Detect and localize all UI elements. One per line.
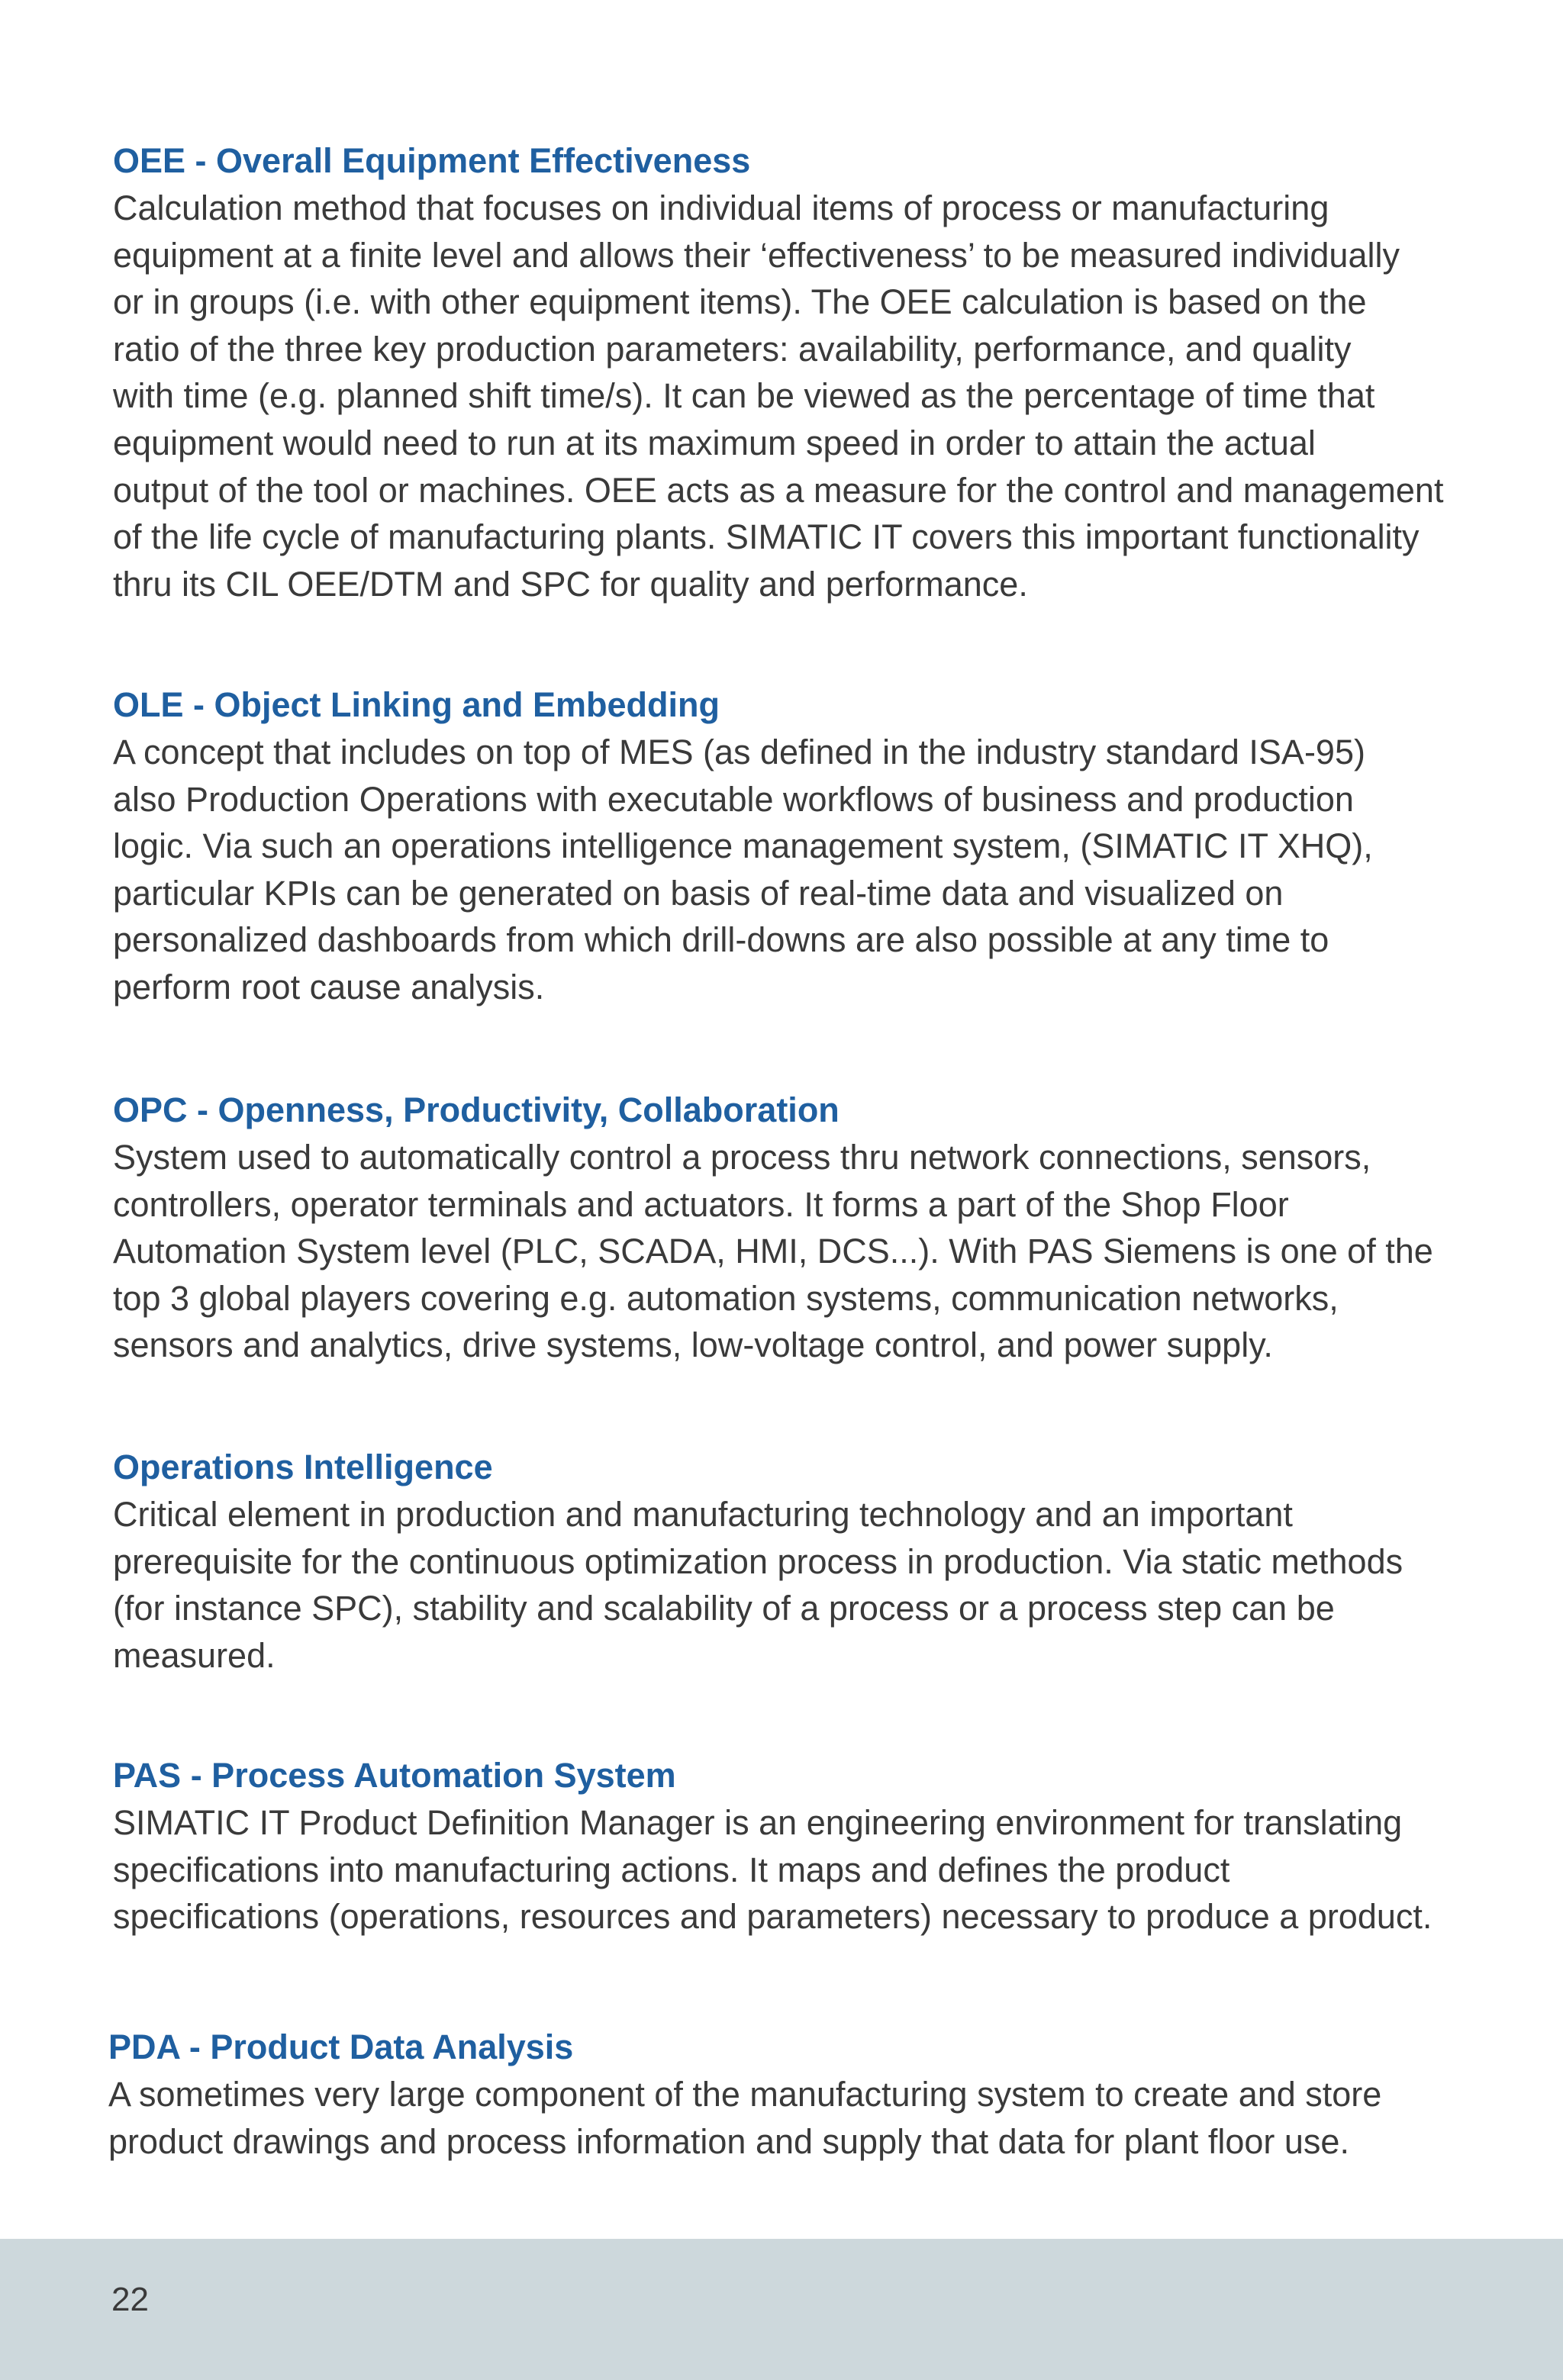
definition-line: of the life cycle of manufacturing plants. SIMATIC IT covers this important functionality	[113, 517, 1420, 557]
glossary-term: OEE - Overall Equipment Effectiveness	[113, 141, 751, 180]
definition-line: output of the tool or machines. OEE acts as a measure for the control and management	[113, 470, 1444, 510]
glossary-definition	[113, 1491, 1479, 1679]
definition-line: sensors and analytics, drive systems, low-voltage control, and power supply.	[113, 1325, 1273, 1365]
glossary-term: PAS - Process Automation System	[113, 1756, 676, 1795]
glossary-definition	[113, 1134, 1479, 1369]
definition-line: A concept that includes on top of MES (as defined in the industry standard ISA-95)	[113, 733, 1365, 771]
definition-line: with time (e.g. planned shift time/s). It can be viewed as the percentage of time that	[113, 376, 1375, 416]
definition-line: Critical element in production and manufacturing technology and an important	[113, 1495, 1293, 1534]
definition-line: equipment at a finite level and allows their ‘effectiveness’ to be measured individually	[113, 235, 1400, 275]
definition-line: controllers, operator terminals and actuators. It forms a part of the Shop Floor	[113, 1184, 1289, 1224]
glossary-term: Operations Intelligence	[113, 1448, 493, 1486]
definition-line: top 3 global players covering e.g. automation systems, communication networks,	[113, 1278, 1339, 1318]
glossary-entry-pda	[108, 2024, 1474, 2165]
definition-line: Automation System level (PLC, SCADA, HMI, DCS...). With PAS Siemens is one of the	[113, 1232, 1433, 1271]
glossary-definition	[113, 729, 1479, 1011]
glossary-entry-operations-intelligence	[113, 1444, 1479, 1679]
glossary-definition	[113, 185, 1479, 607]
definition-line: (for instance SPC), stability and scalability of a process or a process step can be	[113, 1589, 1335, 1628]
glossary-term: OLE - Object Linking and Embedding	[113, 685, 720, 724]
definition-line: specifications into manufacturing actions. It maps and defines the product	[113, 1850, 1230, 1889]
glossary-term: PDA - Product Data Analysis	[108, 2027, 574, 2066]
glossary-term: OPC - Openness, Productivity, Collaboration	[113, 1090, 840, 1129]
definition-line: personalized dashboards from which drill-downs are also possible at any time to	[113, 920, 1329, 960]
glossary-definition	[108, 2071, 1474, 2165]
definition-line: System used to automatically control a process thru network connections, sensors,	[113, 1138, 1371, 1177]
definition-line: equipment would need to run at its maximum speed in order to attain the actual	[113, 423, 1316, 462]
definition-line: A sometimes very large component of the manufacturing system to create and store	[108, 2075, 1382, 2114]
glossary-entry-opc	[113, 1087, 1479, 1369]
definition-line: prerequisite for the continuous optimization process in production. Via static methods	[113, 1541, 1403, 1581]
definition-line: logic. Via such an operations intelligence management system, (SIMATIC IT XHQ),	[113, 826, 1373, 866]
page-footer	[0, 2239, 1563, 2380]
definition-line: SIMATIC IT Product Definition Manager is an engineering environment for translating	[113, 1803, 1403, 1842]
definition-line: also Production Operations with executable workflows of business and production	[113, 779, 1354, 819]
definition-line: perform root cause analysis.	[113, 967, 545, 1006]
glossary-entry-ole	[113, 681, 1479, 1011]
definition-line: ratio of the three key production parameters: availability, performance, and quality	[113, 329, 1352, 369]
definition-line: product drawings and process information and supply that data for plant floor use.	[108, 2121, 1349, 2161]
definition-line: Calculation method that focuses on individual items of process or manufacturing	[113, 188, 1329, 227]
definition-line: particular KPIs can be generated on basis of real-time data and visualized on	[113, 873, 1284, 913]
definition-line: specifications (operations, resources and parameters) necessary to produce a product.	[113, 1897, 1432, 1937]
glossary-definition	[113, 1799, 1479, 1940]
page-number: 22	[111, 2281, 149, 2318]
definition-line: thru its CIL OEE/DTM and SPC for quality and performance.	[113, 564, 1028, 604]
definition-line: or in groups (i.e. with other equipment items). The OEE calculation is based on the	[113, 282, 1367, 322]
definition-line: measured.	[113, 1635, 276, 1675]
glossary-entry-pas	[113, 1752, 1479, 1940]
glossary-entry-oee	[113, 137, 1479, 607]
